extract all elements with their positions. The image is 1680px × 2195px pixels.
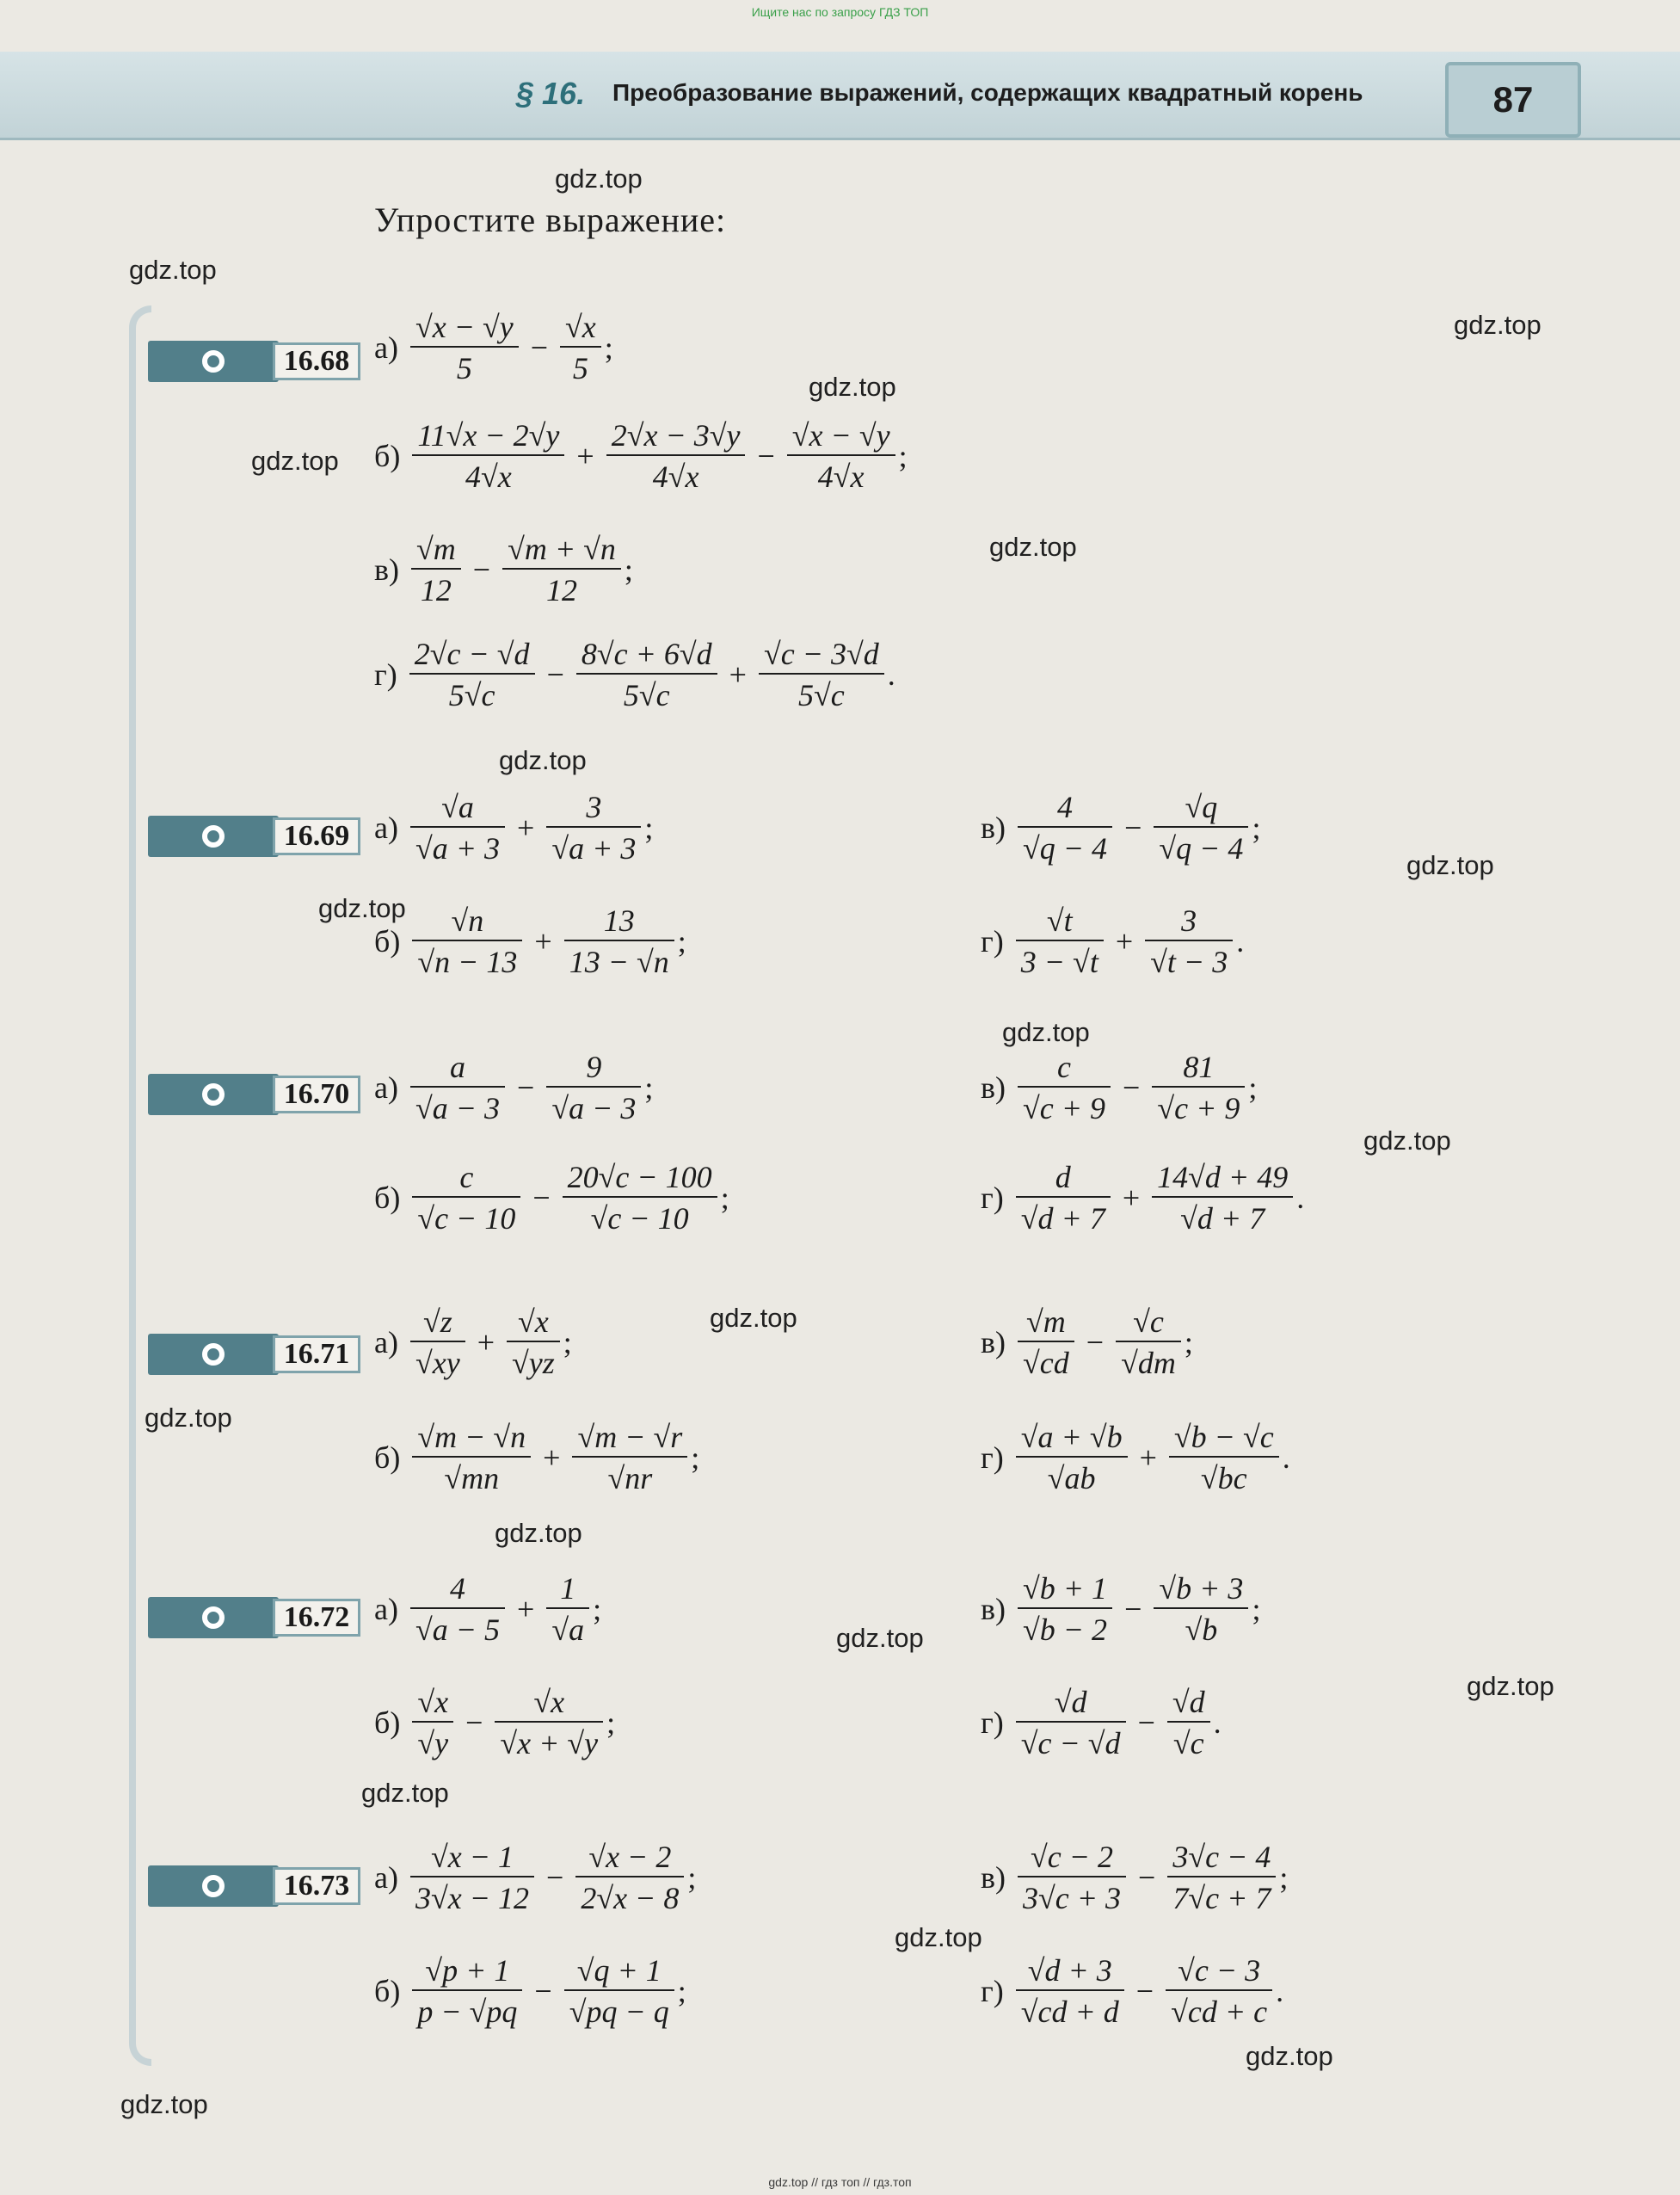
expression-part — [374, 533, 633, 606]
watermark: gdz.top — [120, 2089, 208, 2119]
fraction — [1145, 905, 1233, 977]
expression-part — [981, 1841, 1288, 1914]
numerator: √c — [1133, 1304, 1164, 1339]
numerator: √x − 1 — [430, 1840, 514, 1874]
denominator: √n − 13 — [417, 945, 518, 979]
numerator: √z — [422, 1304, 452, 1339]
operator: + — [517, 1592, 535, 1626]
expression-part — [981, 1051, 1257, 1124]
fraction — [1152, 1162, 1293, 1234]
numerator: √x − √y — [415, 310, 514, 344]
expression-part — [374, 420, 908, 492]
watermark: gdz.top — [1454, 310, 1542, 340]
denominator: √d + 7 — [1180, 1201, 1265, 1236]
denominator: 4√x — [652, 459, 699, 494]
punctuation: ; — [720, 1181, 729, 1215]
numerator: 3 — [586, 790, 602, 824]
problem-marker — [148, 1597, 279, 1638]
numerator: √d — [1054, 1685, 1087, 1719]
denominator: √cd + c — [1171, 1995, 1268, 2029]
problem-marker — [148, 341, 279, 382]
numerator: √x — [518, 1304, 549, 1339]
part-label: б) — [374, 1440, 401, 1475]
part-label: а) — [374, 1070, 398, 1105]
numerator: c — [459, 1160, 474, 1194]
fraction — [502, 533, 621, 606]
problem-marker — [148, 1334, 279, 1375]
watermark: gdz.top — [1467, 1671, 1554, 1701]
expression-part — [374, 311, 613, 384]
denominator: √bc — [1200, 1461, 1247, 1495]
punctuation: ; — [677, 924, 686, 959]
numerator: √a — [441, 790, 474, 824]
fraction — [1167, 1686, 1210, 1759]
watermark: gdz.top — [129, 255, 217, 285]
part-label: а) — [374, 1592, 398, 1626]
punctuation: . — [887, 657, 895, 692]
punctuation: ; — [677, 1974, 686, 2008]
circle-icon — [202, 1606, 225, 1629]
fraction — [1016, 1162, 1111, 1234]
search-hint-text: Ищите нас по запросу ГДЗ ТОП — [751, 5, 929, 19]
fraction — [1018, 1306, 1074, 1378]
operator: − — [465, 1705, 483, 1740]
part-label: б) — [374, 1181, 401, 1215]
watermark: gdz.top — [710, 1303, 797, 1333]
numerator: √m − √r — [577, 1420, 683, 1454]
fraction — [572, 1421, 687, 1494]
fraction — [564, 905, 674, 977]
denominator: √q − 4 — [1159, 831, 1244, 866]
numerator: 3 — [1181, 903, 1197, 938]
page-number: 87 — [1445, 62, 1581, 138]
denominator: √a — [551, 1612, 585, 1647]
problem-marker — [148, 1865, 279, 1907]
denominator: √cd + d — [1020, 1995, 1119, 2029]
denominator: √c − 10 — [590, 1201, 689, 1236]
numerator: 3√c − 4 — [1172, 1840, 1271, 1874]
expression-part — [374, 1162, 729, 1234]
punctuation: ; — [604, 330, 613, 365]
numerator: √d — [1172, 1685, 1205, 1719]
watermark: gdz.top — [809, 372, 896, 402]
denominator: √x + √y — [500, 1726, 599, 1760]
numerator: √q — [1185, 790, 1218, 824]
fraction — [606, 420, 746, 492]
denominator: 3√x − 12 — [415, 1881, 529, 1915]
punctuation: ; — [1252, 811, 1261, 845]
punctuation: ; — [593, 1592, 602, 1626]
numerator: √c − 3√d — [763, 637, 879, 671]
numerator: √m — [1025, 1304, 1066, 1339]
denominator: √t − 3 — [1150, 945, 1228, 979]
watermark: gdz.top — [989, 532, 1077, 562]
denominator: √c + 9 — [1023, 1091, 1106, 1125]
denominator: 2√x − 8 — [581, 1881, 680, 1915]
denominator: 5 — [456, 351, 472, 385]
operator: − — [546, 1860, 564, 1895]
fraction — [575, 1841, 684, 1914]
operator: − — [757, 439, 775, 473]
circle-icon — [202, 1343, 225, 1366]
part-label: б) — [374, 1974, 401, 2008]
expression-part — [981, 1573, 1260, 1645]
denominator: √d + 7 — [1020, 1201, 1105, 1236]
numerator: √x — [417, 1685, 449, 1719]
numerator: 8√c + 6√d — [581, 637, 712, 671]
expression-part — [981, 1421, 1290, 1494]
denominator: √b − 2 — [1023, 1612, 1108, 1647]
denominator: √pq − q — [569, 1995, 669, 2029]
numerator: a — [450, 1050, 465, 1084]
operator: − — [1124, 811, 1142, 845]
fraction — [576, 638, 717, 711]
denominator: √y — [417, 1726, 449, 1760]
denominator: 5√c — [798, 678, 845, 712]
fraction — [410, 1306, 465, 1378]
fraction — [411, 533, 461, 606]
fraction — [507, 1306, 560, 1378]
numerator: √p + 1 — [425, 1953, 510, 1988]
part-label: б) — [374, 439, 401, 473]
operator: − — [1137, 1705, 1155, 1740]
operator: + — [517, 811, 535, 845]
fraction — [1154, 792, 1248, 864]
part-label: в) — [981, 1325, 1006, 1360]
denominator: √c + 9 — [1157, 1091, 1240, 1125]
numerator: 1 — [560, 1571, 576, 1606]
denominator: √yz — [512, 1346, 555, 1380]
watermark: gdz.top — [1002, 1017, 1090, 1047]
fraction — [410, 311, 519, 384]
punctuation: . — [1213, 1705, 1222, 1740]
operator: + — [576, 439, 594, 473]
denominator: √q − 4 — [1023, 831, 1108, 866]
circle-icon — [202, 825, 225, 848]
operator: − — [546, 657, 564, 692]
numerator: 4 — [1057, 790, 1074, 824]
numerator: 2√c − √d — [414, 637, 530, 671]
numerator: √b − √c — [1173, 1420, 1274, 1454]
expression-part — [981, 905, 1244, 977]
fraction — [1016, 1686, 1126, 1759]
watermark: gdz.top — [1363, 1125, 1451, 1156]
fraction — [410, 1051, 505, 1124]
circle-icon — [202, 350, 225, 373]
numerator: 9 — [586, 1050, 602, 1084]
punctuation: ; — [624, 552, 633, 587]
fraction — [1018, 792, 1112, 864]
expression-part — [981, 1162, 1304, 1234]
denominator: √b — [1185, 1612, 1218, 1647]
operator: − — [472, 552, 491, 587]
numerator: 14√d + 49 — [1157, 1160, 1289, 1194]
watermark: gdz.top — [1246, 2041, 1333, 2071]
watermark: gdz.top — [145, 1403, 232, 1433]
punctuation: . — [1296, 1181, 1305, 1215]
punctuation: . — [1276, 1974, 1284, 2008]
denominator: √c − √d — [1020, 1726, 1121, 1760]
fraction — [412, 420, 564, 492]
problem-marker — [148, 816, 279, 857]
fraction — [409, 638, 535, 711]
fraction — [410, 792, 505, 864]
expression-part — [374, 1573, 601, 1645]
part-label: б) — [374, 1705, 401, 1740]
denominator: 4√x — [817, 459, 865, 494]
fraction — [1018, 1573, 1112, 1645]
part-label: в) — [981, 1070, 1006, 1105]
denominator: √xy — [415, 1346, 460, 1380]
part-label: а) — [374, 330, 398, 365]
fraction — [1169, 1421, 1279, 1494]
numerator: 4 — [450, 1571, 465, 1606]
section-title: Преобразование выражений, содержащих квадратный корень — [612, 79, 1363, 106]
denominator: 3 − √t — [1020, 945, 1098, 979]
denominator: √c − 10 — [417, 1201, 516, 1236]
problem-badge — [148, 1865, 361, 1907]
expression-part — [374, 1421, 699, 1494]
denominator: √a − 5 — [415, 1612, 501, 1647]
numerator: √b + 3 — [1159, 1571, 1244, 1606]
operator: + — [477, 1325, 495, 1360]
numerator: √m — [416, 532, 456, 566]
numerator: c — [1057, 1050, 1071, 1084]
operator: + — [729, 657, 747, 692]
denominator: 13 − √n — [569, 945, 669, 979]
expression-part — [374, 905, 686, 977]
part-label: г) — [981, 1440, 1004, 1475]
problem-badge — [148, 816, 361, 857]
part-label: г) — [374, 657, 397, 692]
part-label: г) — [981, 1705, 1004, 1740]
problem-badge — [148, 1074, 361, 1115]
punctuation: ; — [898, 439, 908, 473]
problem-badge — [148, 1334, 361, 1375]
expression-part — [981, 1955, 1283, 2027]
operator: − — [1124, 1592, 1142, 1626]
numerator: √a + √b — [1020, 1420, 1123, 1454]
punctuation: . — [1236, 924, 1245, 959]
numerator: √t — [1046, 903, 1073, 938]
problem-number: 16.72 — [273, 1599, 360, 1637]
part-label: г) — [981, 924, 1004, 959]
numerator: 20√c − 100 — [567, 1160, 712, 1194]
fraction — [546, 792, 641, 864]
operator: + — [534, 924, 552, 959]
operator: − — [1123, 1070, 1141, 1105]
numerator: √x − √y — [791, 418, 890, 453]
watermark: gdz.top — [499, 745, 587, 775]
fraction — [410, 1573, 505, 1645]
part-label: а) — [374, 1860, 398, 1895]
denominator: 4√x — [465, 459, 512, 494]
expression-part — [374, 1955, 686, 2027]
operator: − — [534, 1974, 552, 2008]
punctuation: ; — [606, 1705, 616, 1740]
watermark: gdz.top — [836, 1623, 924, 1653]
numerator: 13 — [603, 903, 635, 938]
part-label: а) — [374, 811, 398, 845]
part-label: в) — [981, 1592, 1006, 1626]
denominator: 7√c + 7 — [1172, 1881, 1271, 1915]
punctuation: ; — [691, 1440, 700, 1475]
expression-part — [374, 638, 895, 711]
circle-icon — [202, 1083, 225, 1106]
denominator: 5 — [572, 351, 588, 385]
denominator: √a − 3 — [415, 1091, 501, 1125]
numerator: √m + √n — [508, 532, 616, 566]
operator: − — [1135, 1974, 1154, 2008]
denominator: √nr — [607, 1461, 653, 1495]
denominator: √ab — [1047, 1461, 1096, 1495]
problem-badge — [148, 341, 361, 382]
watermark: gdz.top — [495, 1518, 582, 1548]
problem-number: 16.70 — [273, 1076, 360, 1113]
operator: + — [1115, 924, 1134, 959]
fraction — [410, 1841, 534, 1914]
punctuation: ; — [644, 1070, 654, 1105]
fraction — [564, 1955, 674, 2027]
fraction — [546, 1051, 641, 1124]
denominator: √a + 3 — [415, 831, 501, 866]
fraction — [412, 1955, 522, 2027]
numerator: √d + 3 — [1027, 1953, 1112, 1988]
part-label: в) — [981, 811, 1006, 845]
punctuation: ; — [1279, 1860, 1289, 1895]
operator: − — [1086, 1325, 1105, 1360]
watermark: gdz.top — [1406, 850, 1494, 880]
operator: − — [517, 1070, 535, 1105]
punctuation: ; — [1252, 1592, 1261, 1626]
fraction — [1116, 1306, 1181, 1378]
punctuation: ; — [563, 1325, 572, 1360]
fraction — [1152, 1051, 1245, 1124]
problem-number: 16.68 — [273, 342, 360, 380]
fraction — [1154, 1573, 1248, 1645]
numerator: √x — [565, 310, 596, 344]
numerator: 81 — [1183, 1050, 1215, 1084]
expression-part — [981, 1306, 1193, 1378]
denominator: √dm — [1121, 1346, 1176, 1380]
numerator: √x − 2 — [588, 1840, 672, 1874]
part-label: б) — [374, 924, 401, 959]
operator: − — [530, 330, 549, 365]
denominator: 3√c + 3 — [1023, 1881, 1122, 1915]
watermark: gdz.top — [318, 893, 406, 923]
part-label: в) — [981, 1860, 1006, 1895]
margin-bracket — [129, 305, 151, 2066]
expression-part — [374, 1306, 572, 1378]
fraction — [412, 1686, 453, 1759]
part-label: а) — [374, 1325, 398, 1360]
denominator: √mn — [444, 1461, 500, 1495]
fraction — [1016, 905, 1104, 977]
fraction — [563, 1162, 717, 1234]
expression-part — [374, 1841, 696, 1914]
watermark: gdz.top — [251, 446, 339, 476]
watermark: gdz.top — [555, 163, 643, 194]
denominator: √c — [1172, 1726, 1204, 1760]
numerator: √c − 3 — [1178, 1953, 1261, 1988]
problem-number: 16.71 — [273, 1335, 360, 1373]
denominator: 5√c — [448, 678, 495, 712]
part-label: в) — [374, 552, 399, 587]
watermark: gdz.top — [895, 1922, 982, 1952]
numerator: 2√x − 3√y — [611, 418, 741, 453]
numerator: √x — [533, 1685, 565, 1719]
numerator: 11√x − 2√y — [417, 418, 560, 453]
fraction — [495, 1686, 603, 1759]
operator: − — [1138, 1860, 1156, 1895]
fraction — [1018, 1841, 1126, 1914]
denominator: p − √pq — [417, 1995, 518, 2029]
part-label: г) — [981, 1974, 1004, 2008]
numerator: √b + 1 — [1023, 1571, 1108, 1606]
fraction — [1167, 1841, 1276, 1914]
fraction — [412, 905, 522, 977]
footer-watermark: gdz.top // гдз топ // гдз.топ — [768, 2175, 912, 2189]
expression-part — [981, 1686, 1222, 1759]
denominator: √cd — [1023, 1346, 1069, 1380]
problem-number: 16.69 — [273, 817, 360, 855]
circle-icon — [202, 1875, 225, 1897]
denominator: 5√c — [623, 678, 670, 712]
expression-part — [981, 792, 1260, 864]
punctuation: ; — [1248, 1070, 1258, 1105]
denominator: 12 — [545, 573, 577, 607]
problem-number: 16.73 — [273, 1867, 360, 1905]
expression-part — [374, 1051, 653, 1124]
numerator: √c − 2 — [1031, 1840, 1114, 1874]
fraction — [759, 638, 884, 711]
operator: + — [1139, 1440, 1157, 1475]
punctuation: ; — [644, 811, 654, 845]
punctuation: ; — [1184, 1325, 1193, 1360]
denominator: √a − 3 — [551, 1091, 637, 1125]
fraction — [1166, 1955, 1272, 2027]
problem-badge — [148, 1597, 361, 1638]
fraction — [1016, 1955, 1124, 2027]
expression-part — [374, 792, 653, 864]
problem-marker — [148, 1074, 279, 1115]
part-label: г) — [981, 1181, 1004, 1215]
section-number: § 16. — [516, 76, 586, 111]
operator: − — [532, 1181, 551, 1215]
fraction — [787, 420, 895, 492]
fraction — [1016, 1421, 1128, 1494]
instruction-heading: Упростите выражение: — [374, 200, 727, 239]
fraction — [546, 1573, 589, 1645]
denominator: 12 — [420, 573, 452, 607]
watermark: gdz.top — [361, 1778, 449, 1808]
expression-part — [374, 1686, 615, 1759]
fraction — [412, 1162, 520, 1234]
numerator: d — [1055, 1160, 1071, 1194]
denominator: √a + 3 — [551, 831, 637, 866]
operator: + — [1122, 1181, 1141, 1215]
fraction — [412, 1421, 531, 1494]
numerator: √q + 1 — [576, 1953, 662, 1988]
operator: + — [543, 1440, 561, 1475]
fraction — [560, 311, 601, 384]
numerator: √n — [451, 903, 484, 938]
fraction — [1018, 1051, 1111, 1124]
numerator: √m − √n — [417, 1420, 526, 1454]
punctuation: . — [1282, 1440, 1290, 1475]
punctuation: ; — [687, 1860, 697, 1895]
